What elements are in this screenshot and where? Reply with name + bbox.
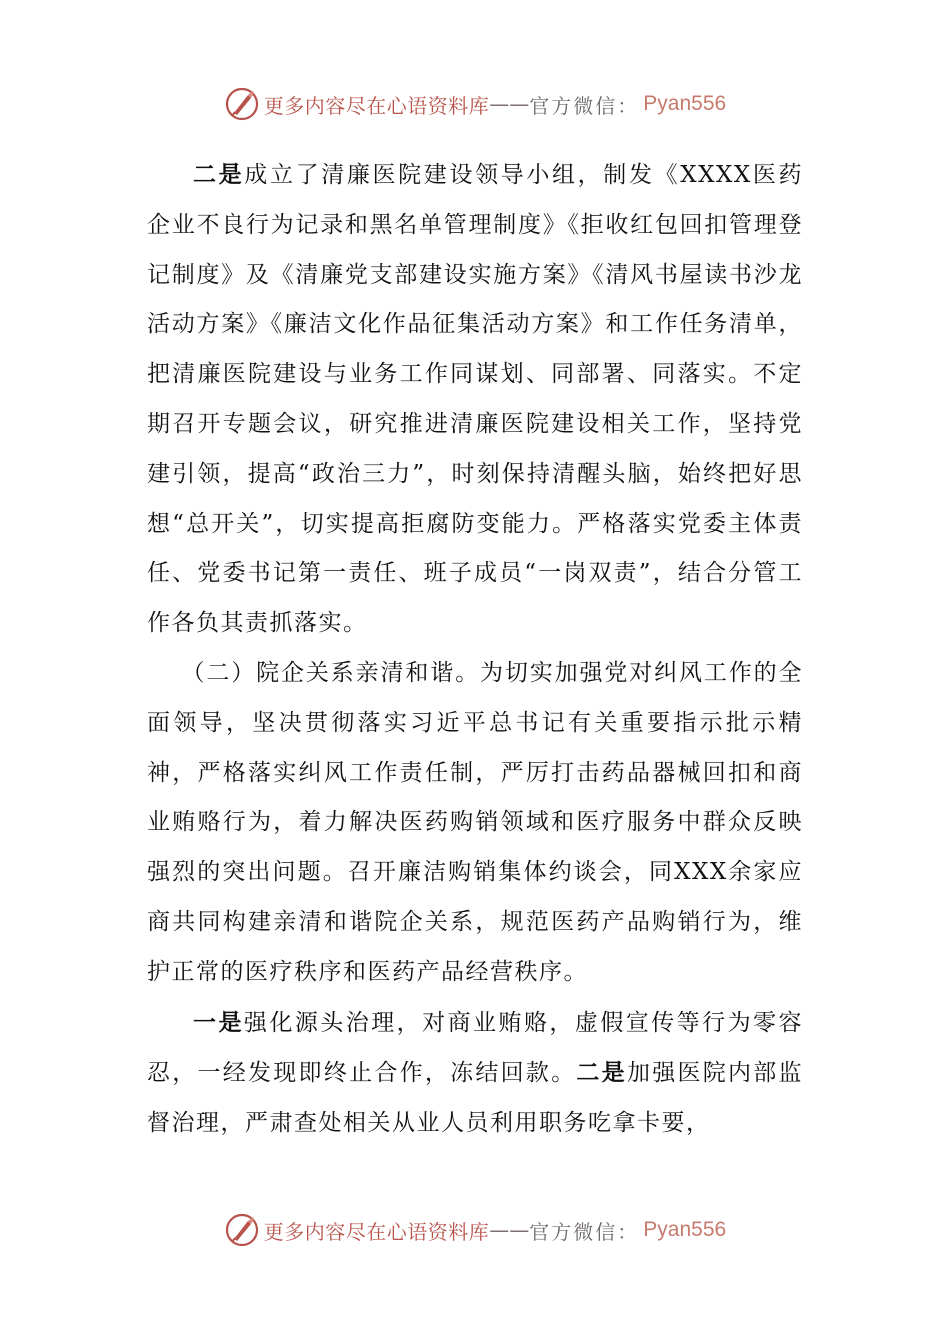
pen-feather-icon [224, 86, 260, 122]
paragraph-3-lead: 一是 [193, 1008, 244, 1036]
banner-dash: —— [489, 92, 530, 116]
banner-dash: —— [489, 1218, 530, 1242]
paragraph-3-lead-2: 二是 [576, 1059, 627, 1087]
banner-slogan: 更多内容尽在心语资料库 [263, 1219, 490, 1244]
banner-wechat-id: Pyan556 [643, 1218, 727, 1241]
paragraph-2-text: （二）院企关系亲清和谐。为切实加强党对纠风工作的全面领导，坚决贯彻落实习近平总书记有关重要指示批示精神，严格落实纠风工作责任制，严厉打击药品器械回扣和商业贿赂行为，着力解决医药购销领域和医疗服务中群众反映强烈的突出问题。召开廉洁购销集体约谈会，同XXX余家应商共同构建亲清和谐院企关系，规范医药产品购销行为，维护正常的医疗秩序和医药产品经营秩序。 [147, 659, 803, 985]
document-body [147, 150, 803, 1149]
paragraph-1-text: 成立了清廉医院建设领导小组，制发《XXXX医药企业不良行为记录和黑名单管理制度》《拒收红包回扣管理登记制度》及《清廉党支部建设实施方案》《清风书屋读书沙龙活动方案》《廉洁文化作品征集活动方案》和工作任务清单，把清廉医院建设与业务工作同谋划、同部署、同落实。不定期召开专题会议，研究推进清廉医院建设相关工作，坚持党建引领，提高“政治三力”，时刻保持清醒头脑，始终把好思想“总开关”，切实提高拒腐防变能力。严格落实党委主体责任、党委书记第一责任、班子成员“一岗双责”，结合分管工作各负其责抓落实。 [147, 162, 804, 637]
banner-wechat-id: Pyan556 [643, 92, 727, 115]
paragraph-2 [147, 649, 803, 998]
header-watermark-banner [0, 84, 950, 124]
paragraph-1-lead: 二是 [193, 161, 245, 188]
paragraph-3 [147, 998, 803, 1149]
pen-feather-icon [224, 1212, 260, 1248]
banner-wechat-label: 官方微信： [529, 1219, 640, 1244]
paragraph-1 [147, 150, 803, 649]
banner-slogan: 更多内容尽在心语资料库 [263, 93, 490, 118]
footer-watermark-banner [0, 1210, 950, 1250]
paragraph-3-text: 强化源头治理，对商业贿赂，虚假宣传等行为零容忍，一经发现即终止合作，冻结回款。 [147, 1009, 804, 1087]
paragraph-3-text-2: 加强医院内部监督治理，严肃查处相关从业人员利用职务吃拿卡要， [147, 1060, 804, 1137]
banner-wechat-label: 官方微信： [529, 93, 640, 118]
